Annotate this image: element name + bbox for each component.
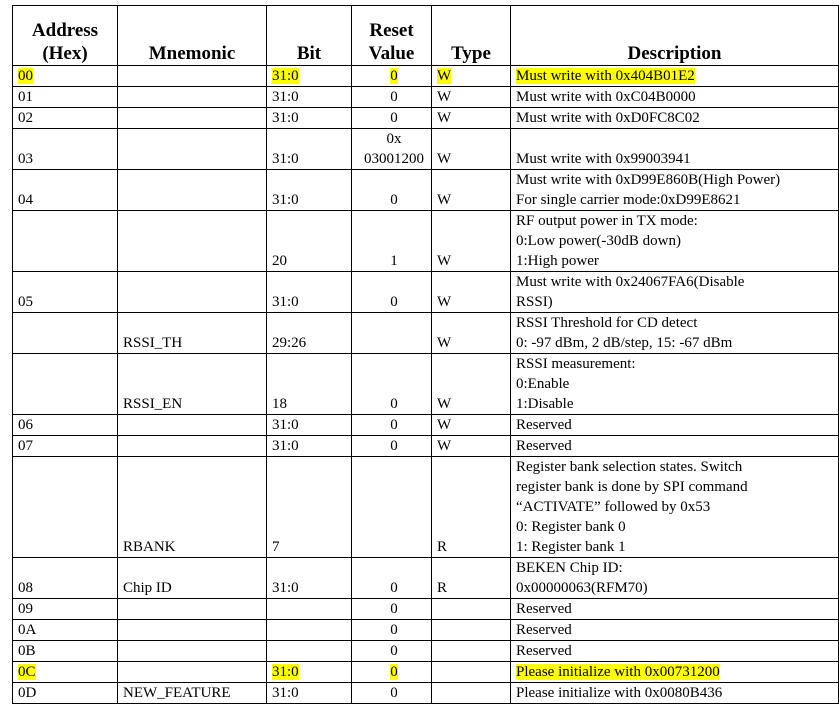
reset-value-cell: 0 (352, 558, 432, 599)
address-cell: 0A (13, 620, 118, 641)
table-row (13, 662, 839, 683)
bit-cell: 18 (267, 354, 352, 415)
bit-cell (267, 641, 352, 662)
address-cell: 06 (13, 415, 118, 436)
reset-value-cell: 0 (352, 108, 432, 129)
address-cell: 04 (13, 170, 118, 211)
bit-cell: 20 (267, 211, 352, 272)
description-cell: Please initialize with 0x0080B436 (511, 683, 839, 704)
reset-value-cell: 0 (352, 170, 432, 211)
type-cell: W (432, 272, 511, 313)
header-reset-value: Reset Value (352, 6, 432, 66)
mnemonic-cell (118, 108, 267, 129)
type-cell: W (432, 129, 511, 170)
reset-value-cell: 0 (352, 66, 432, 87)
type-cell: W (432, 436, 511, 457)
type-cell: R (432, 457, 511, 558)
mnemonic-cell: RSSI_EN (118, 354, 267, 415)
reset-value-cell (352, 457, 432, 558)
reset-value-cell: 1 (352, 211, 432, 272)
reset-value-cell: 0 (352, 415, 432, 436)
description-cell: BEKEN Chip ID: 0x00000063(RFM70) (511, 558, 839, 599)
header-type: Type (432, 6, 511, 66)
type-cell: W (432, 87, 511, 108)
address-cell: 02 (13, 108, 118, 129)
address-cell (13, 313, 118, 354)
header-bit: Bit (267, 6, 352, 66)
mnemonic-cell (118, 272, 267, 313)
table-row (13, 272, 839, 313)
description-cell: Must write with 0xC04B0000 (511, 87, 839, 108)
type-cell: W (432, 415, 511, 436)
header-row (13, 6, 839, 66)
description-cell: Must write with 0x24067FA6(Disable RSSI) (511, 272, 839, 313)
header-mnemonic: Mnemonic (118, 6, 267, 66)
bit-cell (267, 620, 352, 641)
description-cell: Register bank selection states. Switch register bank is done by SPI command “ACTIVATE” followed by 0x53 0: Register bank 0 1: Register bank 1 (511, 457, 839, 558)
table-row (13, 66, 839, 87)
table-row (13, 599, 839, 620)
bit-cell (267, 599, 352, 620)
address-cell: 0D (13, 683, 118, 704)
bit-cell: 31:0 (267, 662, 352, 683)
bit-cell: 31:0 (267, 558, 352, 599)
mnemonic-cell (118, 87, 267, 108)
address-cell: 03 (13, 129, 118, 170)
type-cell (432, 641, 511, 662)
table-row (13, 129, 839, 170)
type-cell: W (432, 170, 511, 211)
address-cell: 0C (13, 662, 118, 683)
bit-cell: 31:0 (267, 272, 352, 313)
mnemonic-cell (118, 170, 267, 211)
table-row (13, 457, 839, 558)
reset-value-cell: 0 (352, 354, 432, 415)
reset-value-cell: 0 (352, 662, 432, 683)
address-cell: 08 (13, 558, 118, 599)
reset-value-cell: 0 (352, 641, 432, 662)
mnemonic-cell (118, 662, 267, 683)
table-row (13, 170, 839, 211)
table-row (13, 211, 839, 272)
header-address: Address (Hex) (13, 6, 118, 66)
address-cell (13, 211, 118, 272)
address-cell: 00 (13, 66, 118, 87)
table-row (13, 313, 839, 354)
bit-cell: 31:0 (267, 415, 352, 436)
mnemonic-cell (118, 599, 267, 620)
description-cell: RF output power in TX mode: 0:Low power(-30dB down) 1:High power (511, 211, 839, 272)
table-row (13, 641, 839, 662)
reset-value-cell (352, 313, 432, 354)
reset-value-cell: 0 (352, 620, 432, 641)
mnemonic-cell (118, 415, 267, 436)
reset-value-cell: 0 (352, 436, 432, 457)
address-cell: 07 (13, 436, 118, 457)
bit-cell: 31:0 (267, 436, 352, 457)
type-cell: W (432, 211, 511, 272)
mnemonic-cell (118, 641, 267, 662)
description-cell: Must write with 0xD0FC8C02 (511, 108, 839, 129)
table-row (13, 354, 839, 415)
type-cell (432, 599, 511, 620)
register-table (12, 5, 839, 704)
type-cell: W (432, 108, 511, 129)
table-row (13, 108, 839, 129)
mnemonic-cell: Chip ID (118, 558, 267, 599)
description-cell: Reserved (511, 415, 839, 436)
bit-cell: 31:0 (267, 170, 352, 211)
mnemonic-cell (118, 66, 267, 87)
address-cell (13, 354, 118, 415)
address-cell: 01 (13, 87, 118, 108)
reset-value-cell: 0 (352, 87, 432, 108)
description-cell: Must write with 0x404B01E2 (511, 66, 839, 87)
reset-value-cell: 0 (352, 599, 432, 620)
address-cell: 0B (13, 641, 118, 662)
bit-cell: 31:0 (267, 87, 352, 108)
reset-value-cell: 0x 03001200 (352, 129, 432, 170)
type-cell: W (432, 313, 511, 354)
mnemonic-cell: RSSI_TH (118, 313, 267, 354)
description-cell: Reserved (511, 641, 839, 662)
type-cell (432, 662, 511, 683)
description-cell: Please initialize with 0x00731200 (511, 662, 839, 683)
register-table-body (13, 66, 839, 704)
mnemonic-cell: RBANK (118, 457, 267, 558)
bit-cell: 31:0 (267, 129, 352, 170)
type-cell (432, 620, 511, 641)
description-cell: RSSI Threshold for CD detect 0: -97 dBm, 2 dB/step, 15: -67 dBm (511, 313, 839, 354)
description-cell: Must write with 0xD99E860B(High Power) For single carrier mode:0xD99E8621 (511, 170, 839, 211)
type-cell (432, 683, 511, 704)
mnemonic-cell (118, 620, 267, 641)
mnemonic-cell (118, 211, 267, 272)
table-row (13, 436, 839, 457)
address-cell: 09 (13, 599, 118, 620)
table-row (13, 620, 839, 641)
table-row (13, 415, 839, 436)
reset-value-cell: 0 (352, 272, 432, 313)
mnemonic-cell (118, 436, 267, 457)
table-row (13, 87, 839, 108)
address-cell (13, 457, 118, 558)
mnemonic-cell (118, 129, 267, 170)
type-cell: W (432, 66, 511, 87)
bit-cell: 31:0 (267, 683, 352, 704)
bit-cell: 7 (267, 457, 352, 558)
mnemonic-cell: NEW_FEATURE (118, 683, 267, 704)
address-cell: 05 (13, 272, 118, 313)
table-row (13, 683, 839, 704)
description-cell: Reserved (511, 599, 839, 620)
description-cell: Reserved (511, 620, 839, 641)
description-cell: Reserved (511, 436, 839, 457)
type-cell: W (432, 354, 511, 415)
reset-value-cell: 0 (352, 683, 432, 704)
header-description: Description (511, 6, 839, 66)
description-cell: Must write with 0x99003941 (511, 129, 839, 170)
bit-cell: 29:26 (267, 313, 352, 354)
table-row (13, 558, 839, 599)
description-cell: RSSI measurement: 0:Enable 1:Disable (511, 354, 839, 415)
bit-cell: 31:0 (267, 66, 352, 87)
type-cell: R (432, 558, 511, 599)
bit-cell: 31:0 (267, 108, 352, 129)
